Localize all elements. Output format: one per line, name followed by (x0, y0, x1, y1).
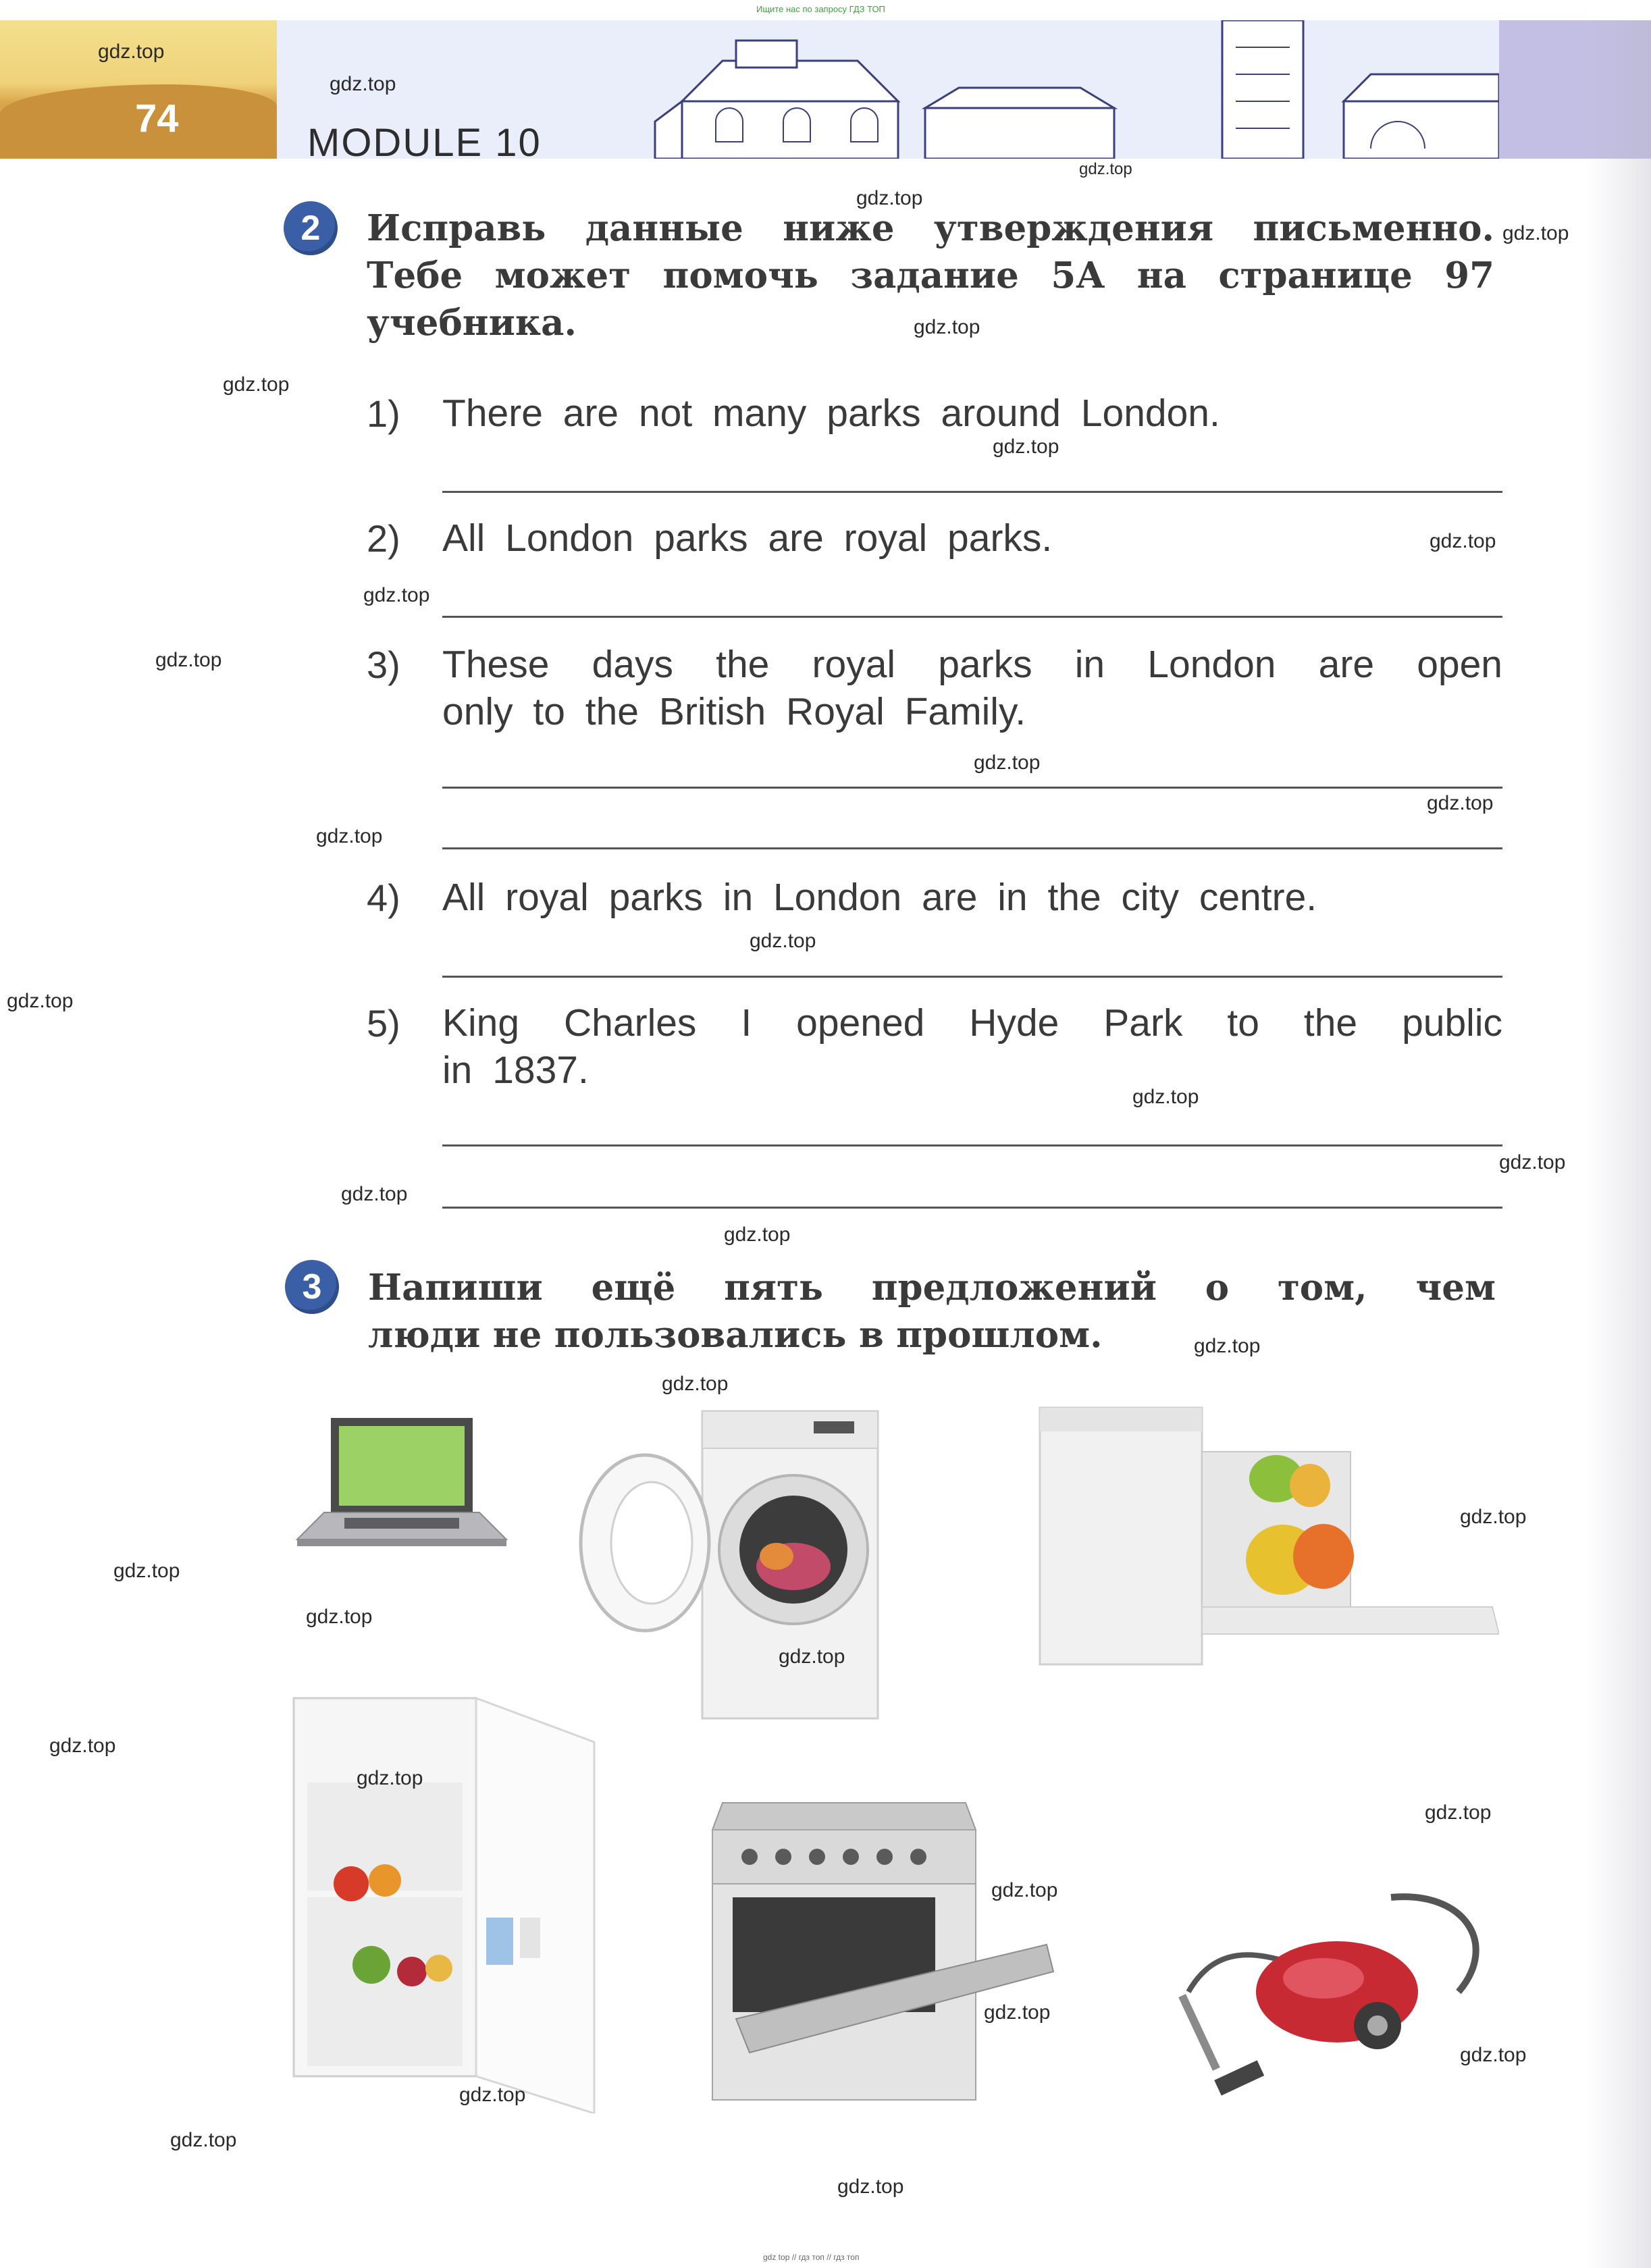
answer-line[interactable] (442, 787, 1502, 789)
item-5-text-line-1: King Charles I opened Hyde Park to the public (442, 1001, 1502, 1045)
watermark: gdz.top (155, 649, 222, 671)
item-1-text: There are not many parks around London. (442, 392, 1220, 435)
module-title: MODULE 10 (307, 121, 542, 165)
task-2-instruction-line-1: Исправь данные ниже утверждения письменно. (367, 207, 1494, 249)
page-number: 74 (135, 97, 179, 140)
fridge-picture (290, 1695, 608, 2113)
watermark: gdz.top (724, 1223, 791, 1246)
watermark: gdz.top (459, 2084, 526, 2106)
item-5-text-line-2: in 1837. (442, 1049, 589, 1092)
item-5-number: 5) (367, 1002, 400, 1045)
watermark: gdz.top (330, 73, 396, 95)
watermark: gdz.top (662, 1373, 729, 1395)
watermark: gdz.top (98, 41, 165, 63)
answer-line[interactable] (442, 616, 1502, 618)
task-2-instruction-line-2: Тебе может помочь задание 5А на странице 97 (367, 255, 1494, 296)
watermark: gdz.top (49, 1735, 116, 1757)
watermark: gdz.top (1502, 222, 1569, 244)
answer-line[interactable] (442, 976, 1502, 978)
watermark: gdz.top (984, 2001, 1051, 2024)
watermark: gdz.top (1460, 2044, 1527, 2066)
watermark: gdz.top (1430, 530, 1496, 552)
watermark: gdz.top (914, 316, 980, 338)
answer-line[interactable] (442, 1207, 1502, 1209)
watermark: gdz.top (856, 187, 923, 209)
watermark: gdz.top (170, 2129, 237, 2151)
watermark: gdz.top (306, 1606, 373, 1628)
watermark: gdz.top (1425, 1801, 1492, 1824)
page-edge-shadow (1587, 20, 1651, 2268)
watermark: gdz.top (750, 930, 816, 952)
watermark: gdz.top (341, 1183, 408, 1205)
watermark: gdz.top (357, 1767, 423, 1789)
vacuum-cleaner-picture (1175, 1891, 1506, 2113)
watermark: gdz.top (1427, 792, 1494, 814)
watermark: gdz.top (1499, 1151, 1566, 1173)
task-3-instruction-line-2: люди не пользовались в прошлом. (368, 1314, 1103, 1356)
item-3-number: 3) (367, 643, 400, 686)
footer-note: gdz top // гдз топ // гдз топ (763, 2252, 860, 2262)
task-3-number: 3 (285, 1260, 339, 1314)
watermark: gdz.top (1079, 160, 1132, 178)
gas-cooker-picture (709, 1796, 1060, 2107)
answer-line[interactable] (442, 847, 1502, 849)
watermark: gdz.top (779, 1645, 845, 1668)
watermark: gdz.top (7, 990, 74, 1012)
top-note: Ищите нас по запросу ГДЗ ТОП (756, 4, 885, 14)
item-3-text-line-1: These days the royal parks in London are open (442, 643, 1502, 686)
watermark: gdz.top (993, 436, 1059, 458)
item-4-number: 4) (367, 876, 400, 919)
dishwasher-picture (1026, 1404, 1499, 1674)
item-1-number: 1) (367, 392, 400, 435)
washing-machine-picture (571, 1408, 989, 1725)
watermark: gdz.top (1132, 1086, 1199, 1108)
item-3-text-line-2: only to the British Royal Family. (442, 690, 1026, 733)
watermark: gdz.top (1460, 1506, 1527, 1528)
item-2-text: All London parks are royal parks. (442, 517, 1053, 560)
watermark: gdz.top (974, 751, 1041, 774)
watermark: gdz.top (223, 373, 290, 396)
item-4-text: All royal parks in London are in the city centre. (442, 876, 1317, 919)
answer-line[interactable] (442, 491, 1502, 493)
watermark: gdz.top (363, 584, 430, 606)
task-3-instruction-line-1: Напиши ещё пять предложений о том, чем (368, 1267, 1496, 1309)
watermark: gdz.top (991, 1879, 1058, 1901)
answer-line[interactable] (442, 1144, 1502, 1146)
task-2-instruction-line-3: учебника. (367, 302, 577, 344)
item-2-number: 2) (367, 517, 400, 560)
watermark: gdz.top (113, 1560, 180, 1582)
laptop-picture (290, 1411, 520, 1560)
watermark: gdz.top (316, 825, 383, 847)
watermark: gdz.top (1194, 1335, 1261, 1357)
task-2-number: 2 (284, 201, 338, 255)
watermark: gdz.top (837, 2175, 904, 2198)
